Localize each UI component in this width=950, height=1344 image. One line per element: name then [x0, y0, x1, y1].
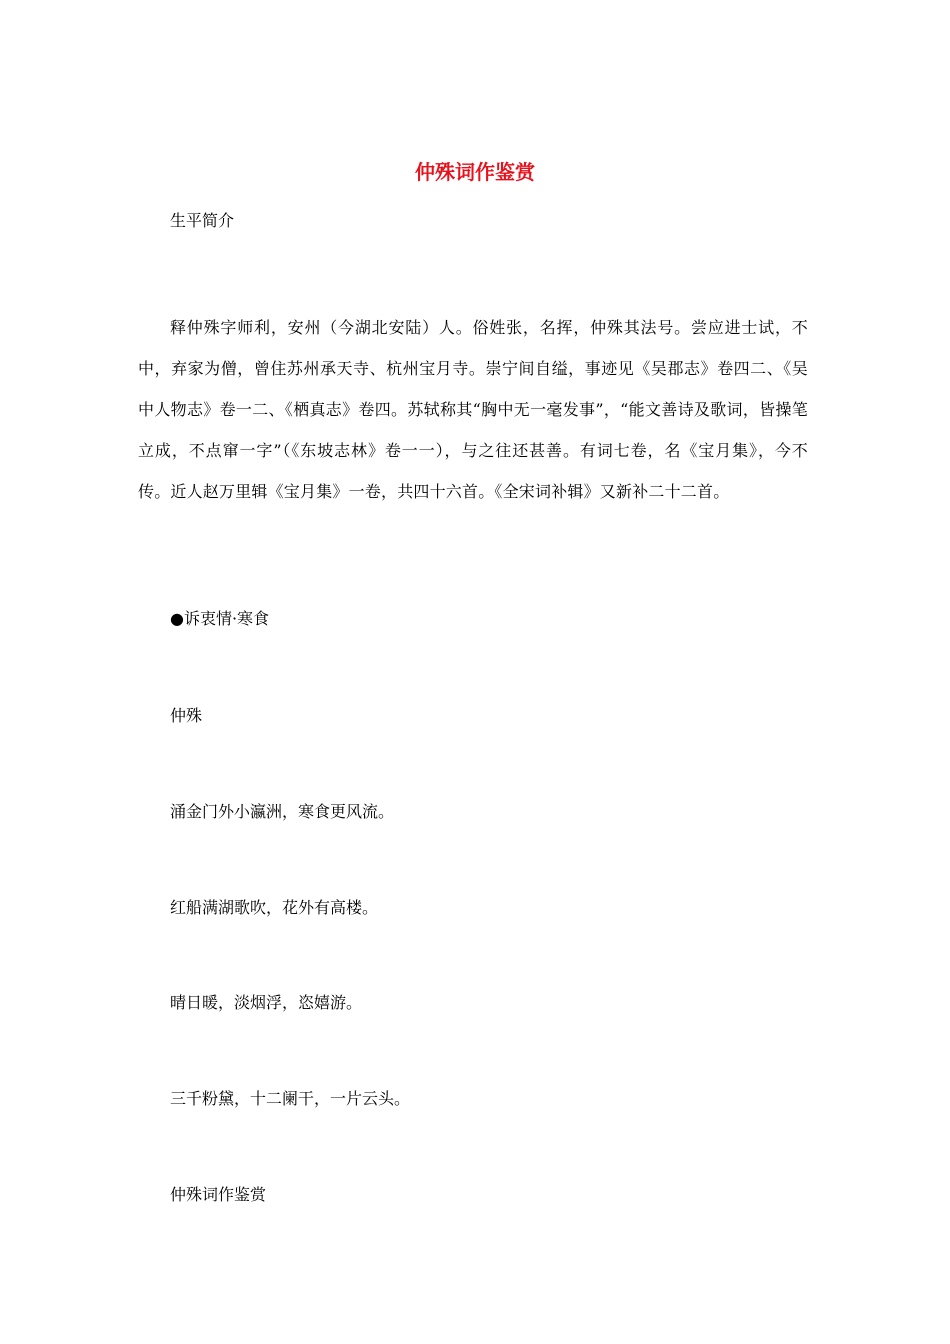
footer-heading: 仲殊词作鉴赏: [170, 1185, 267, 1204]
poem-line-2: 红船满湖歌吹，花外有高楼。: [170, 898, 379, 917]
section-heading-biography: 生平简介: [170, 211, 235, 230]
poem-line-4: 三千粉黛，十二阑干，一片云头。: [170, 1089, 411, 1108]
poem-line-3: 晴日暖，淡烟浮，恣嬉游。: [170, 993, 363, 1012]
poem-line-1: 涌金门外小瀛洲，寒食更风流。: [170, 802, 395, 821]
document-title: 仲殊词作鉴赏: [415, 160, 535, 184]
poem-heading: ●诉衷情·寒食: [170, 609, 270, 628]
biography-paragraph: 释仲殊字师利，安州（今湖北安陆）人。俗姓张，名挥，仲殊其法号。尝应进士试，不中，弃家为僧，曾住苏州承天寺、杭州宝月寺。崇宁间自缢，事迹见《吴郡志》卷四二、《吴中人物志》卷一二、《栖真志》卷四。苏轼称其“胸中无一毫发事”，“能文善诗及歌词，皆操笔立成，不点窜一字”（《东坡志林》卷一一），与之往还甚善。有词七卷，名《宝月集》，今不传。近人赵万里辑《宝月集》一卷，共四十六首。《全宋词补辑》又新补二十二首。: [138, 318, 808, 501]
poem-author: 仲殊: [170, 706, 203, 725]
